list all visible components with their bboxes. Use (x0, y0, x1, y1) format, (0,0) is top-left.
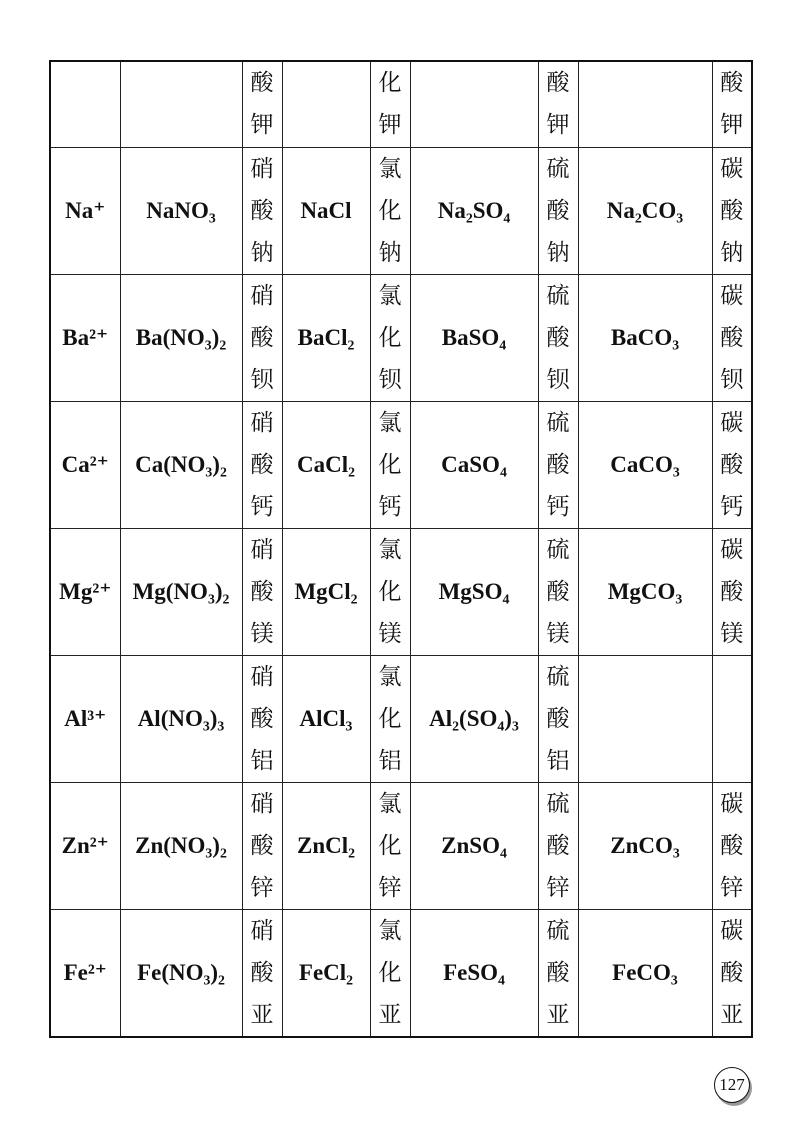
sulfate-name-text: 硫酸镁 (546, 536, 570, 647)
carbonate-name-text: 碳酸钡 (720, 282, 744, 393)
sulfate-name-text: 硫酸锌 (546, 790, 570, 901)
chloride-formula-cell: MgCl₂ (282, 528, 370, 655)
sulfate-formula-cell: ZnSO₄ (410, 782, 538, 909)
nitrate-name-cell (242, 782, 282, 909)
chloride-name-cell (370, 909, 410, 1037)
carbonate-formula-cell (578, 655, 712, 782)
nitrate-name-text: 硝酸钠 (250, 155, 274, 266)
ion-cell: Zn²⁺ (50, 782, 120, 909)
chloride-name-text: 氯化锌 (378, 790, 402, 901)
nitrate-name-cell (242, 401, 282, 528)
carbonate-name-cell (712, 274, 752, 401)
carbonate-name-cell (712, 909, 752, 1037)
sulfate-formula-cell: CaSO₄ (410, 401, 538, 528)
nitrate-name-cell (242, 274, 282, 401)
carbonate-name-cell (712, 782, 752, 909)
empty-cell (120, 61, 242, 147)
sulfate-formula-cell: Na₂SO₄ (410, 147, 538, 274)
empty-cell (410, 61, 538, 147)
carbonate-formula-cell: CaCO₃ (578, 401, 712, 528)
ion-cell: Mg²⁺ (50, 528, 120, 655)
nitrate-formula-cell: Al(NO₃)₃ (120, 655, 242, 782)
chloride-name-text: 氯化铝 (378, 663, 402, 774)
chloride-formula-cell: FeCl₂ (282, 909, 370, 1037)
chloride-name-cell (370, 274, 410, 401)
nitrate-formula-cell: Ba(NO₃)₂ (120, 274, 242, 401)
table-row (50, 782, 752, 909)
ion-cell: Al³⁺ (50, 655, 120, 782)
carbonate-name-cell: 酸钾 (712, 61, 752, 147)
empty-cell (578, 61, 712, 147)
nitrate-formula-cell: Mg(NO₃)₂ (120, 528, 242, 655)
sulfate-formula-cell: Al₂(SO₄)₃ (410, 655, 538, 782)
nitrate-name-text: 硝酸镁 (250, 536, 274, 647)
nitrate-name-text: 硝酸铝 (250, 663, 274, 774)
sulfate-name-text: 硫酸钠 (546, 155, 570, 266)
nitrate-name-text: 硝酸钡 (250, 282, 274, 393)
sulfate-name-cell (538, 909, 578, 1037)
sulfate-name-cell (538, 274, 578, 401)
sulfate-formula-cell: FeSO₄ (410, 909, 538, 1037)
carbonate-name-text: 碳酸钠 (720, 155, 744, 266)
sulfate-name-cell (538, 147, 578, 274)
sulfate-name-cell (538, 528, 578, 655)
carbonate-formula-cell: BaCO₃ (578, 274, 712, 401)
carbonate-name-cell (712, 401, 752, 528)
nitrate-name-text: 硝酸亚 (250, 917, 274, 1028)
carbonate-name-text: 碳酸亚 (720, 917, 744, 1028)
nitrate-name-cell: 酸钾 (242, 61, 282, 147)
ion-cell: Ba²⁺ (50, 274, 120, 401)
carbonate-name-cell (712, 528, 752, 655)
chloride-name-text: 氯化亚 (378, 917, 402, 1028)
chloride-name-cell (370, 655, 410, 782)
chloride-formula-cell: AlCl₃ (282, 655, 370, 782)
chloride-name-cell (370, 147, 410, 274)
chloride-formula-cell: NaCl (282, 147, 370, 274)
chloride-name-text: 氯化钙 (378, 409, 402, 520)
nitrate-formula-cell: Ca(NO₃)₂ (120, 401, 242, 528)
carbonate-formula-cell: FeCO₃ (578, 909, 712, 1037)
table-row (50, 909, 752, 1037)
carbonate-formula-cell: ZnCO₃ (578, 782, 712, 909)
carbonate-name-text: 碳酸锌 (720, 790, 744, 901)
table-row-top (50, 61, 752, 147)
chloride-name-text: 氯化钡 (378, 282, 402, 393)
sulfate-name-text: 硫酸亚 (546, 917, 570, 1028)
sulfate-name-cell (538, 401, 578, 528)
table-row (50, 528, 752, 655)
nitrate-name-cell (242, 655, 282, 782)
carbonate-name-cell (712, 655, 752, 782)
nitrate-formula-cell: NaNO₃ (120, 147, 242, 274)
sulfate-name-cell (538, 655, 578, 782)
chloride-name-cell (370, 782, 410, 909)
nitrate-name-text: 硝酸锌 (250, 790, 274, 901)
sulfate-name-cell (538, 782, 578, 909)
chloride-name-text: 氯化钠 (378, 155, 402, 266)
nitrate-name-cell (242, 909, 282, 1037)
nitrate-name-cell (242, 147, 282, 274)
chloride-formula-cell: BaCl₂ (282, 274, 370, 401)
sulfate-formula-cell: MgSO₄ (410, 528, 538, 655)
empty-cell (282, 61, 370, 147)
table-row (50, 147, 752, 274)
chloride-formula-cell: CaCl₂ (282, 401, 370, 528)
carbonate-formula-cell: Na₂CO₃ (578, 147, 712, 274)
sulfate-name-text: 硫酸铝 (546, 663, 570, 774)
sulfate-name-cell: 酸钾 (538, 61, 578, 147)
nitrate-formula-cell: Fe(NO₃)₂ (120, 909, 242, 1037)
chloride-name-cell (370, 401, 410, 528)
ion-cell: Na⁺ (50, 147, 120, 274)
carbonate-name-text: 碳酸镁 (720, 536, 744, 647)
empty-cell (50, 61, 120, 147)
ion-cell: Ca²⁺ (50, 401, 120, 528)
sulfate-formula-cell: BaSO₄ (410, 274, 538, 401)
chloride-name-cell (370, 528, 410, 655)
table-row (50, 655, 752, 782)
page-number: 127 (714, 1067, 750, 1103)
nitrate-formula-cell: Zn(NO₃)₂ (120, 782, 242, 909)
chloride-name-text: 氯化镁 (378, 536, 402, 647)
salt-table (49, 60, 753, 1038)
sulfate-name-text: 硫酸钡 (546, 282, 570, 393)
chloride-name-cell: 化钾 (370, 61, 410, 147)
table-row (50, 274, 752, 401)
table-row (50, 401, 752, 528)
carbonate-formula-cell: MgCO₃ (578, 528, 712, 655)
nitrate-name-cell (242, 528, 282, 655)
ion-cell: Fe²⁺ (50, 909, 120, 1037)
sulfate-name-text: 硫酸钙 (546, 409, 570, 520)
carbonate-name-text: 碳酸钙 (720, 409, 744, 520)
nitrate-name-text: 硝酸钙 (250, 409, 274, 520)
carbonate-name-cell (712, 147, 752, 274)
chloride-formula-cell: ZnCl₂ (282, 782, 370, 909)
